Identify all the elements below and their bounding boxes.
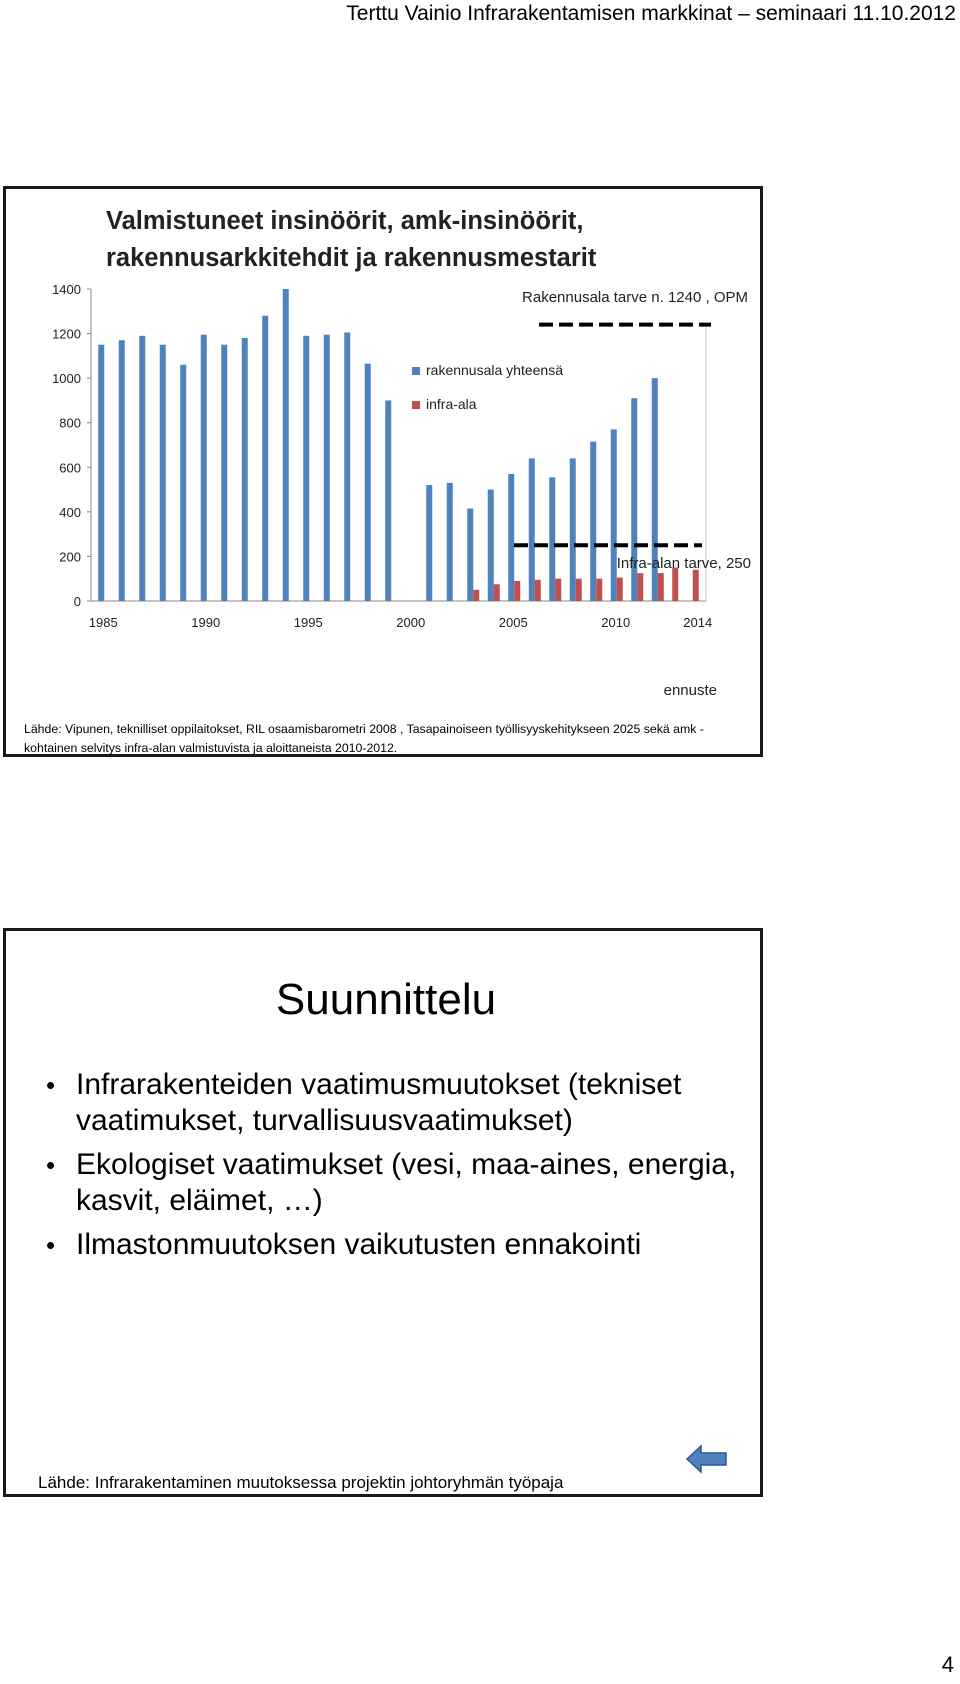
bar-rakennusala	[344, 332, 350, 601]
bar-infra	[658, 573, 664, 601]
bar-rakennusala	[570, 458, 576, 601]
y-tick-label: 200	[59, 549, 81, 565]
bullet-item: • Ilmastonmuutoksen vaikutusten ennakointi	[46, 1228, 642, 1261]
bar-rakennusala	[180, 365, 186, 601]
bar-infra	[473, 590, 479, 601]
y-tick-label: 1400	[52, 282, 81, 297]
back-arrow-icon[interactable]	[686, 1444, 728, 1474]
bar-rakennusala	[385, 400, 391, 601]
y-tick-label: 800	[59, 415, 81, 431]
y-tick-label: 1200	[52, 326, 81, 342]
forecast-label: ennuste	[663, 682, 717, 699]
slide-title: Suunnittelu	[275, 975, 497, 1024]
bar-rakennusala	[365, 364, 371, 601]
infra-need-label: Infra-alan tarve, 250	[616, 555, 751, 572]
bar-rakennusala	[488, 490, 494, 601]
bar-infra	[693, 570, 699, 601]
legend-swatch-infra	[412, 401, 420, 409]
bar-infra	[514, 581, 520, 601]
bar-rakennusala	[426, 485, 432, 601]
x-tick-label: 2000	[396, 615, 426, 630]
y-tick-label: 0	[73, 594, 81, 609]
chart-title-line-1: Valmistuneet insinöörit, amk-insinöörit,	[106, 207, 584, 235]
bar-rakennusala	[139, 336, 145, 601]
chart-title-line-2: rakennusarkkitehdit ja rakennusmestarit	[106, 244, 597, 272]
chart-source: Lähde: Vipunen, teknilliset oppilaitokset, RIL osaamisbarometri 2008 , Tasapainoiseen työllisyyskehitykseen 2025 sekä amk -kohtainen selvitys infra-alan valmistuvista ja aloittaneista 2010-2012.	[24, 722, 704, 755]
y-tick-label: 1000	[52, 371, 81, 387]
bullet-icon: •	[46, 1070, 56, 1100]
bar-infra	[494, 584, 500, 601]
bullet-icon: •	[46, 1150, 56, 1180]
x-tick-label: 1985	[88, 615, 118, 630]
bar-infra	[576, 579, 582, 601]
rakennusala-need-label: Rakennusala tarve n. 1240 , OPM	[522, 289, 748, 306]
bar-infra	[596, 579, 602, 601]
bar-infra	[672, 568, 678, 601]
bar-infra	[555, 579, 561, 601]
bar-rakennusala	[324, 335, 330, 601]
bar-rakennusala	[590, 442, 596, 601]
text-slide	[3, 928, 763, 1497]
bar-rakennusala	[529, 458, 535, 601]
bar-rakennusala	[98, 345, 104, 601]
chart-slide	[3, 186, 763, 757]
legend-label-rakennusala: rakennusala yhteensä	[426, 362, 563, 378]
bullet-item: • Infrarakenteiden vaatimusmuutokset (tekniset vaatimukset, turvallisuusvaatimukset)	[46, 1068, 682, 1137]
bar-rakennusala	[283, 289, 289, 601]
bar-rakennusala	[262, 316, 268, 601]
legend-swatch-rakennusala	[412, 367, 420, 375]
x-tick-label: 2014	[683, 615, 713, 630]
bar-infra	[637, 573, 643, 601]
bar-rakennusala	[201, 335, 207, 601]
legend-label-infra: infra-ala	[426, 396, 477, 412]
bullet-list	[44, 1067, 744, 1271]
bar-rakennusala	[119, 340, 125, 601]
bar-infra	[617, 578, 623, 601]
bar-chart	[6, 189, 760, 719]
bar-infra	[535, 580, 541, 601]
x-tick-label: 1995	[293, 615, 323, 630]
bar-rakennusala	[160, 345, 166, 601]
bar-rakennusala	[221, 345, 227, 601]
x-tick-label: 2010	[601, 615, 631, 630]
bullet-item: • Ekologiset vaatimukset (vesi, maa-aines, energia, kasvit, eläimet, …)	[46, 1148, 737, 1217]
bar-rakennusala	[447, 483, 453, 601]
bar-rakennusala	[242, 338, 248, 601]
y-tick-label: 400	[59, 504, 81, 520]
slide-source: Lähde: Infrarakentaminen muutoksessa projektin johtoryhmän työpaja	[38, 1473, 564, 1492]
page-header: Terttu Vainio Infrarakentamisen markkinat – seminaari 11.10.2012	[346, 2, 956, 25]
y-tick-label: 600	[59, 460, 81, 476]
bar-rakennusala	[467, 509, 473, 601]
bar-rakennusala	[611, 429, 617, 601]
bar-rakennusala	[303, 336, 309, 601]
bar-rakennusala	[508, 474, 514, 601]
bar-rakennusala	[549, 477, 555, 601]
page-number: 4	[941, 1652, 954, 1677]
x-tick-label: 2005	[498, 615, 528, 630]
bullet-icon: •	[46, 1230, 56, 1260]
x-tick-label: 1990	[191, 615, 221, 630]
